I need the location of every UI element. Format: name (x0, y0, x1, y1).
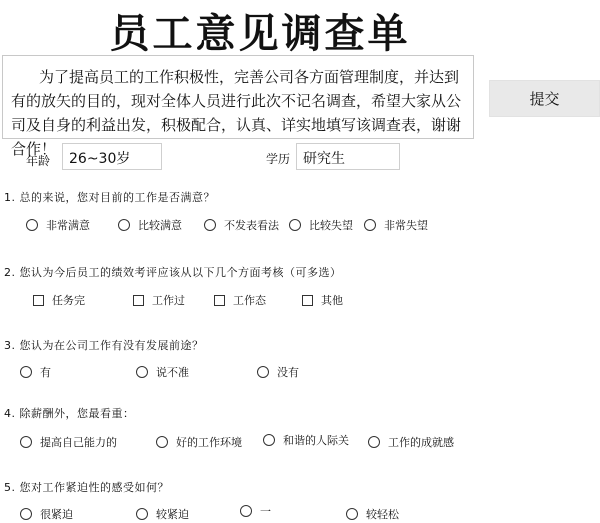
q5-option-2[interactable]: 较紧迫 (136, 506, 189, 522)
q3-option-2[interactable]: 说不准 (136, 364, 189, 380)
q1-option-5[interactable]: 非常失望 (364, 217, 428, 233)
q1-option-4[interactable]: 比较失望 (289, 217, 353, 233)
q2-option-2[interactable]: 工作过 (133, 292, 185, 308)
q4-option-1[interactable]: 提高自己能力的 (20, 434, 117, 450)
question-4: 4. 除薪酬外，您最看重： (4, 407, 135, 420)
question-3: 3. 您认为在公司工作有没有发展前途？ (4, 339, 204, 352)
radio-icon[interactable] (26, 219, 38, 231)
q2-option-1[interactable]: 任务完 (33, 292, 85, 308)
q4-option-4[interactable]: 工作的成就感 (368, 434, 454, 450)
q5-option-1[interactable]: 很紧迫 (20, 506, 73, 522)
radio-icon[interactable] (289, 219, 301, 231)
radio-icon[interactable] (156, 436, 168, 448)
q2-option-3[interactable]: 工作态 (214, 292, 266, 308)
question-1: 1. 总的来说，您对目前的工作是否满意？ (4, 191, 215, 204)
education-label: 学历 (266, 152, 291, 166)
q1-option-3[interactable]: 不发表看法 (204, 217, 279, 233)
radio-icon[interactable] (118, 219, 130, 231)
page-title: 员工意见调查单 (109, 11, 411, 57)
q3-option-3[interactable]: 没有 (257, 364, 299, 380)
radio-icon[interactable] (204, 219, 216, 231)
q5-option-3[interactable]: 一 (240, 503, 271, 519)
education-field[interactable]: 研究生 (296, 143, 400, 170)
radio-icon[interactable] (368, 436, 380, 448)
radio-icon[interactable] (257, 366, 269, 378)
question-5: 5. 您对工作紧迫性的感受如何？ (4, 481, 169, 494)
question-2: 2. 您认为今后员工的绩效考评应该从以下几个方面考核（可多选） (4, 266, 342, 279)
radio-icon[interactable] (20, 436, 32, 448)
q3-option-1[interactable]: 有 (20, 364, 51, 380)
q5-option-4[interactable]: 较轻松 (346, 506, 399, 522)
radio-icon[interactable] (263, 434, 275, 446)
checkbox-icon[interactable] (302, 295, 313, 306)
radio-icon[interactable] (136, 366, 148, 378)
age-field[interactable]: 26~30岁 (62, 143, 162, 170)
radio-icon[interactable] (136, 508, 148, 520)
q4-option-3[interactable]: 和谐的人际关 (263, 432, 349, 448)
q1-option-1[interactable]: 非常满意 (26, 217, 90, 233)
radio-icon[interactable] (240, 505, 252, 517)
q2-option-4[interactable]: 其他 (302, 292, 343, 308)
checkbox-icon[interactable] (33, 295, 44, 306)
radio-icon[interactable] (364, 219, 376, 231)
intro-text: 为了提高员工的工作积极性，完善公司各方面管理制度，并达到有的放矢的目的，现对全体人员进行此次不记名调查，希望大家从公司及自身的利益出发，积极配合，认真、详实地填写该调查表，谢谢合作！ (2, 55, 474, 139)
q4-option-2[interactable]: 好的工作环境 (156, 434, 242, 450)
submit-button[interactable]: 提交 (489, 80, 600, 117)
radio-icon[interactable] (346, 508, 358, 520)
radio-icon[interactable] (20, 366, 32, 378)
radio-icon[interactable] (20, 508, 32, 520)
checkbox-icon[interactable] (214, 295, 225, 306)
q1-option-2[interactable]: 比较满意 (118, 217, 182, 233)
age-label: 年龄 (26, 154, 51, 168)
checkbox-icon[interactable] (133, 295, 144, 306)
